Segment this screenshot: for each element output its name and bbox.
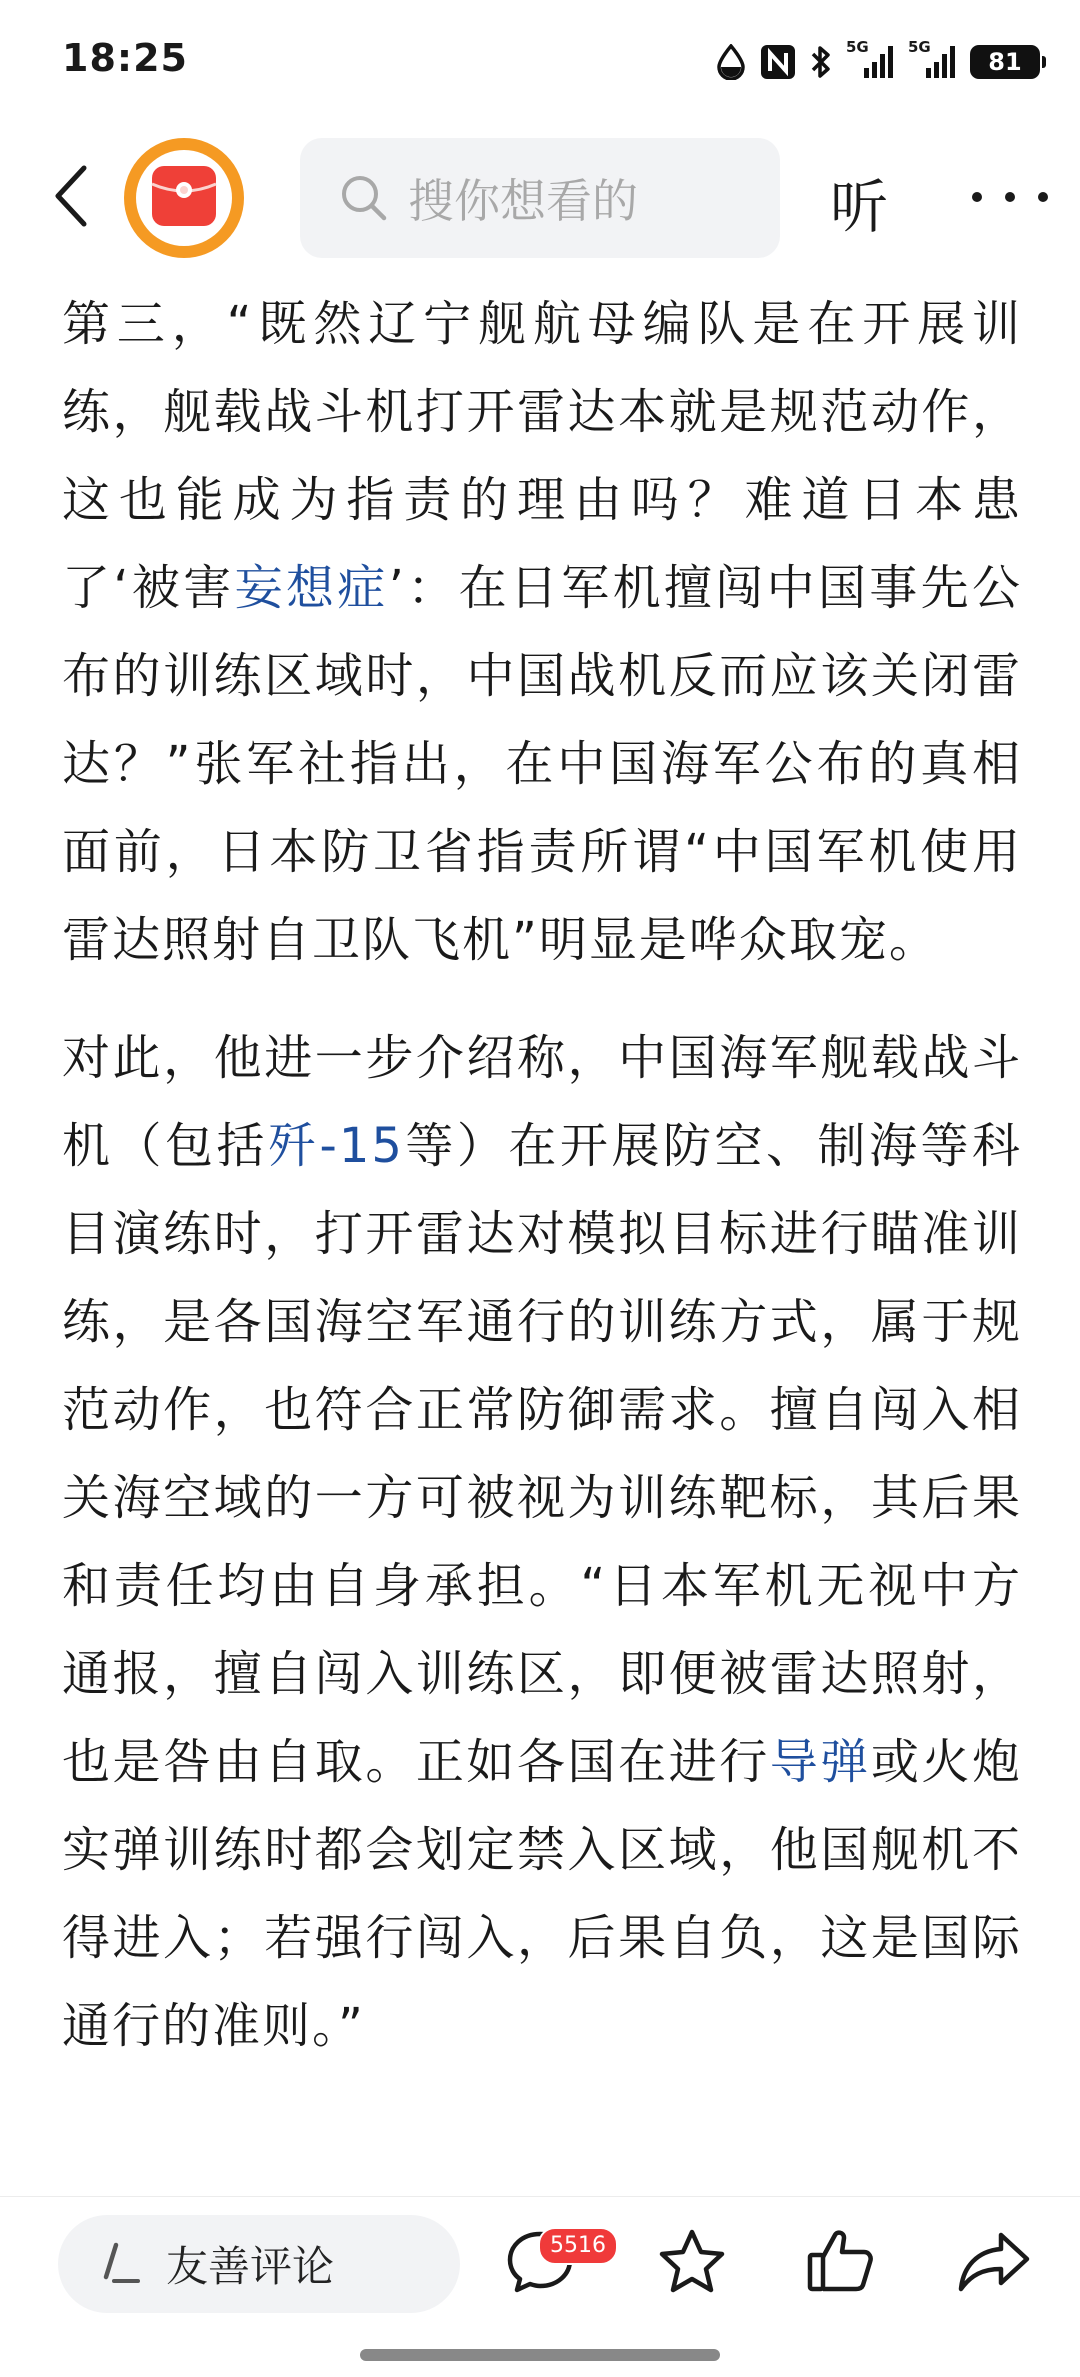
back-button[interactable] [42, 162, 102, 234]
favorite-button[interactable] [652, 2223, 732, 2303]
home-indicator[interactable] [360, 2349, 720, 2361]
article-text: 对此，他进一步介绍称，中国海军舰载战斗机（包括 [62, 1030, 1022, 1174]
share-icon [957, 2229, 1031, 2297]
keyword-link-missile[interactable]: 导弹 [769, 1734, 871, 1790]
battery-level: 81 [988, 48, 1022, 76]
article-paragraph-1 [62, 280, 1022, 984]
signal-label-2: 5G [908, 38, 931, 56]
article-text: 等）在开展防空、制海等科目演练时，打开雷达对模拟目标进行瞄准训练，是各国海空军通行的训练方式，属于规范动作，也符合正常防御需求。擅自闯入相关海空域的一方可被视为训练靶标，其后果和责任均由自身承担。“日本军机无视中方通报，擅自闯入训练区，即便被雷达照射，也是咎由自取。正如各国在进行 [62, 1118, 1022, 1790]
article-body [62, 280, 1022, 2070]
nfc-icon [760, 44, 796, 80]
share-button[interactable] [954, 2223, 1034, 2303]
star-icon [657, 2227, 727, 2299]
search-icon [338, 172, 390, 224]
more-icon [965, 187, 1055, 211]
like-button[interactable] [800, 2223, 880, 2303]
article-paragraph-2 [62, 1014, 1022, 2070]
water-drop-icon [716, 44, 746, 80]
keyword-link-j15[interactable]: 歼-15 [268, 1118, 404, 1174]
article-text: ’：在日军机擅闯中国事先公布的训练区域时，中国战机反而应该关闭雷达？”张军社指出，在中国海军公布的真相面前，日本防卫省指责所谓“中国军机使用雷达照射自卫队飞机”明显是哗众取宠。 [62, 560, 1022, 968]
comment-placeholder: 友善评论 [166, 2242, 335, 2291]
battery-icon [970, 45, 1040, 79]
status-bar [0, 0, 1080, 120]
pen-icon [94, 2239, 144, 2289]
comment-count-badge: 5516 [538, 2227, 618, 2265]
app-logo-icon [148, 160, 220, 236]
bluetooth-icon [810, 43, 832, 81]
app-logo-inner [136, 150, 232, 246]
status-time: 18:25 [62, 36, 188, 80]
comment-input[interactable] [58, 2215, 460, 2313]
thumbs-up-icon [805, 2227, 875, 2299]
listen-button[interactable]: 听 [830, 173, 889, 241]
article-text: 或火炮实弹训练时都会划定禁入区域，他国舰机不得进入；若强行闯入，后果自负，这是国际通行的准则。” [62, 1734, 1022, 2054]
nav-bar [0, 120, 1080, 276]
chevron-left-icon [52, 164, 92, 232]
cellular-signal-icon-1 [846, 38, 894, 80]
app-logo[interactable] [124, 138, 244, 258]
signal-label-1: 5G [846, 38, 869, 56]
bottom-action-bar [0, 2196, 1080, 2377]
keyword-link-paranoia[interactable]: 妄想症 [234, 560, 389, 616]
search-input[interactable] [300, 138, 780, 258]
more-button[interactable] [960, 174, 1060, 224]
search-placeholder: 搜你想看的 [408, 174, 638, 228]
cellular-signal-icon-2 [908, 38, 956, 80]
status-icons [716, 38, 1040, 82]
article-text: 第三，“既然辽宁舰航母编队是在开展训练，舰载战斗机打开雷达本就是规范动作，这也能成为指责的理由吗？难道日本患了‘被害 [62, 296, 1022, 616]
